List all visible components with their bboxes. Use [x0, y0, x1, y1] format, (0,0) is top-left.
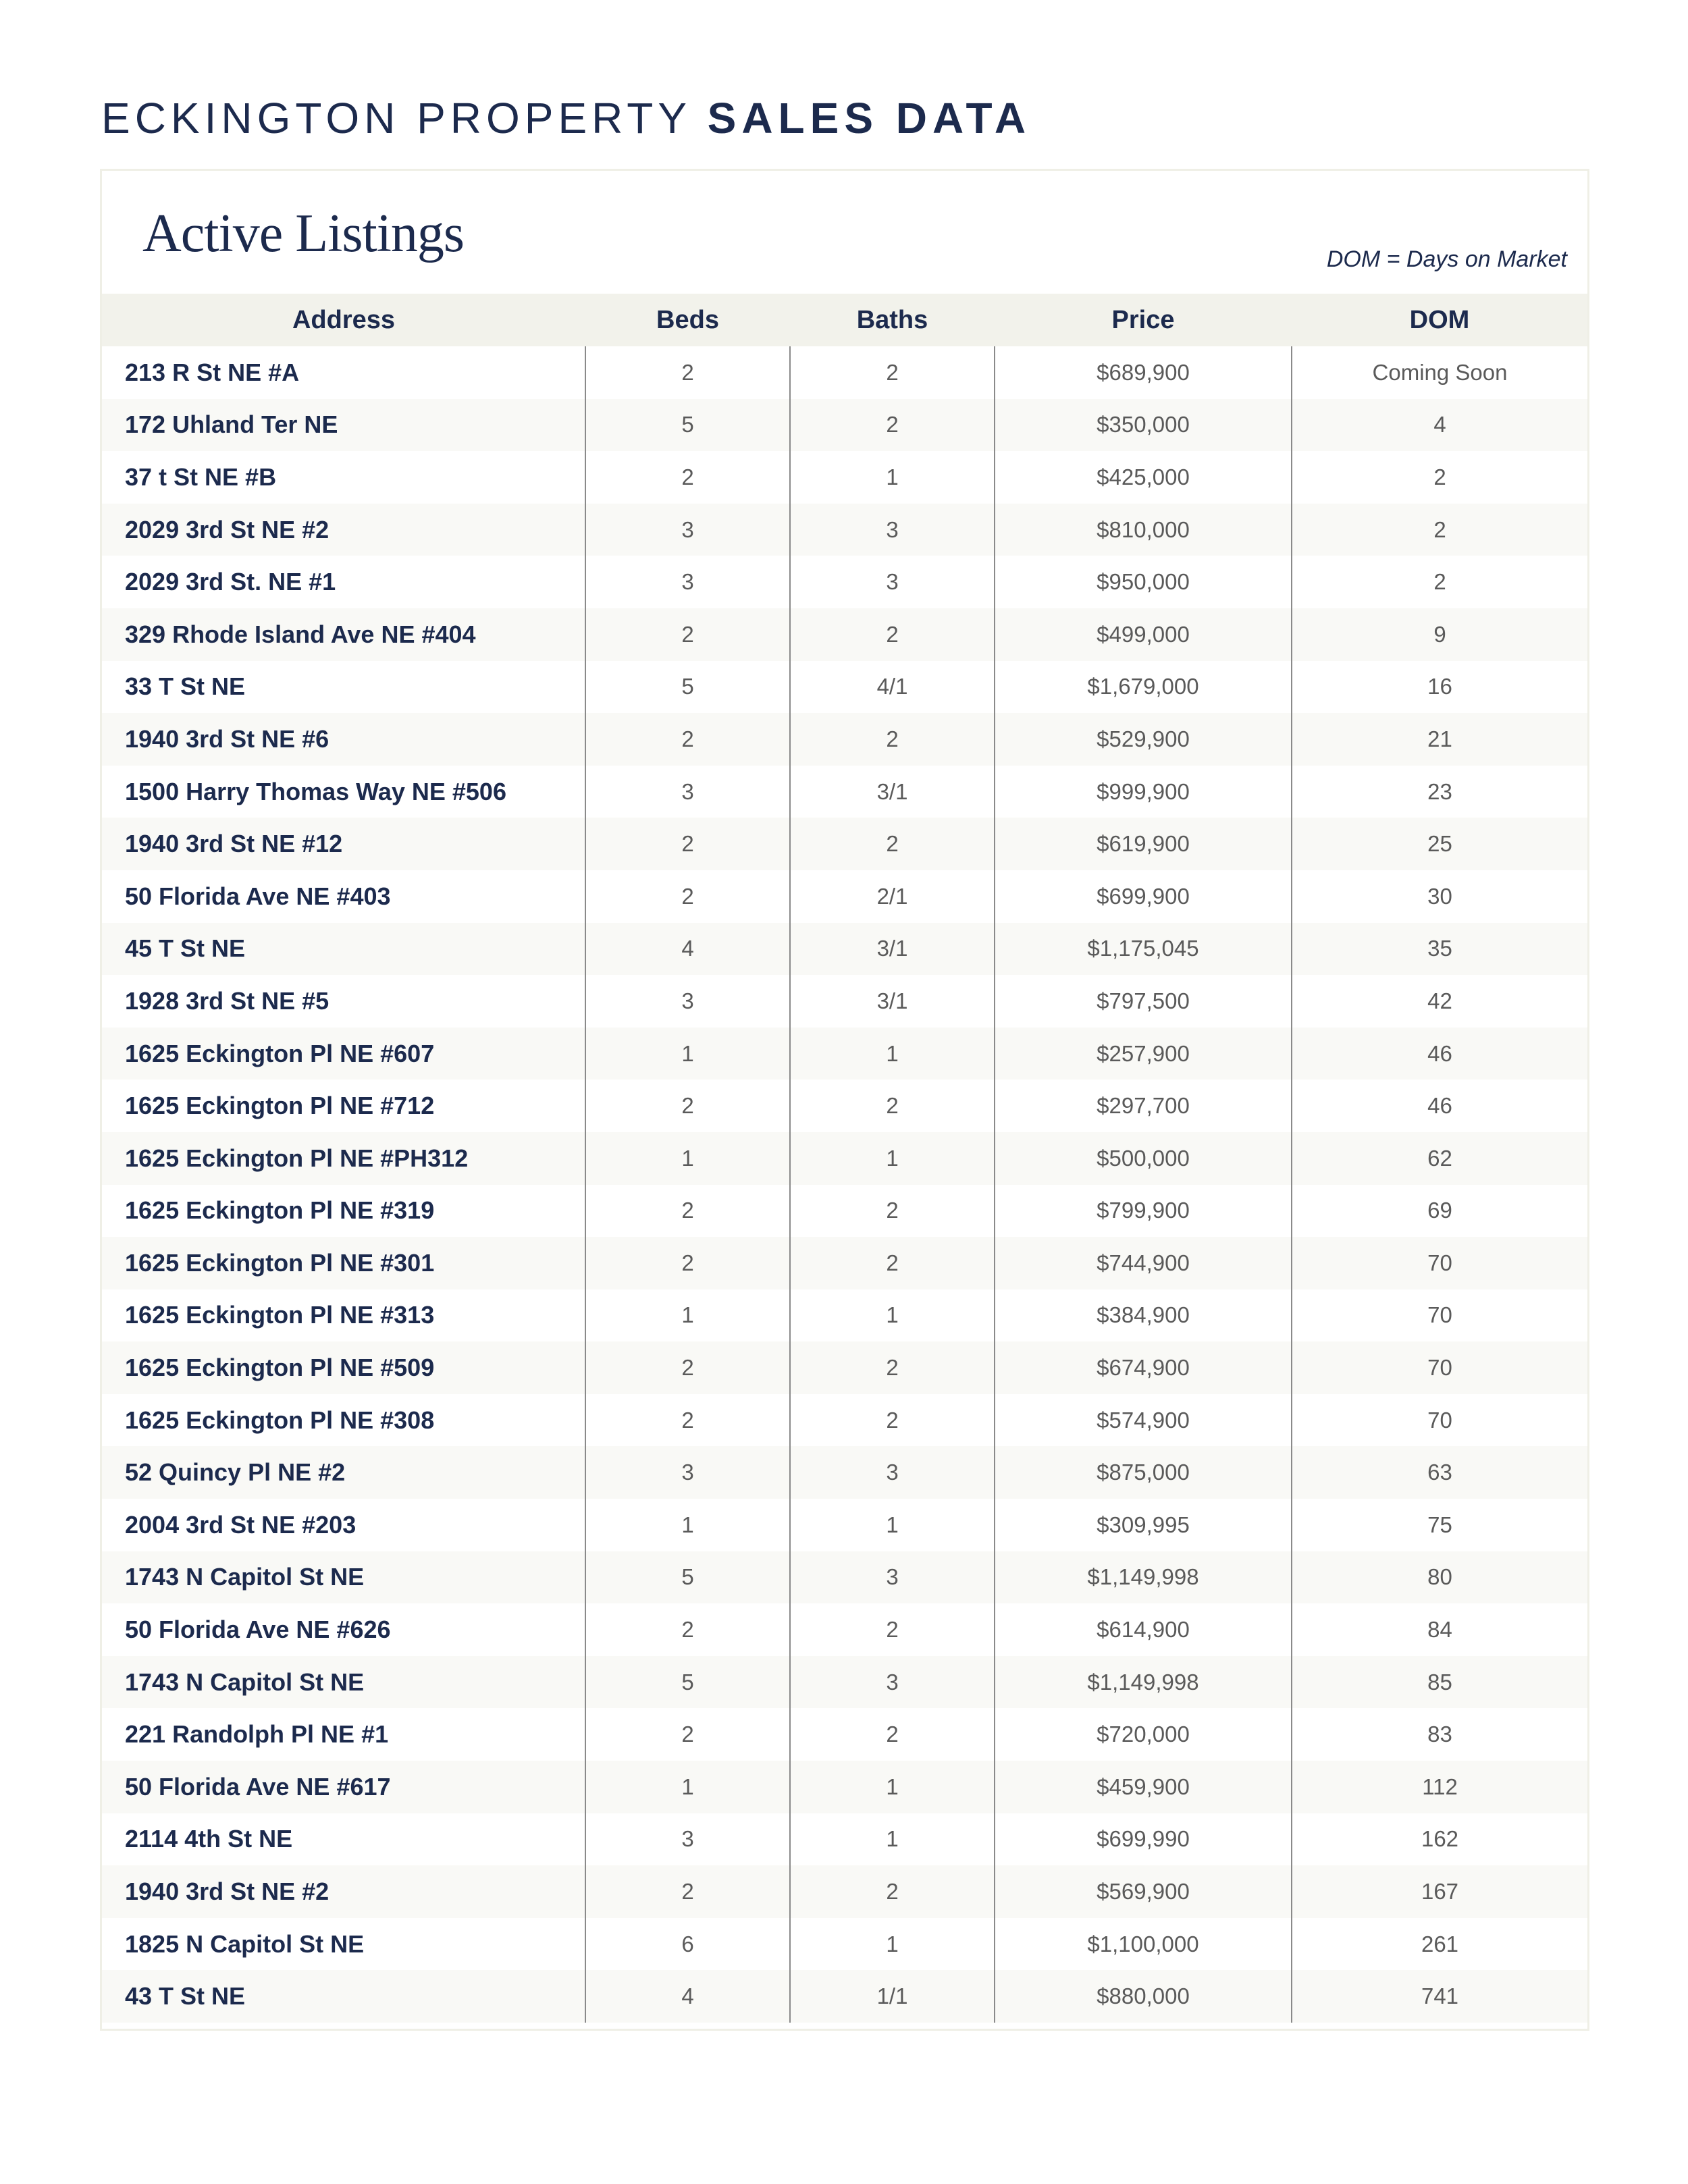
table-row: [102, 1341, 1587, 1394]
table-row: [102, 923, 1587, 976]
table-row: [102, 818, 1587, 870]
cell-dom: 741: [1292, 1970, 1587, 2023]
cell-address: 1940 3rd St NE #12: [102, 818, 585, 870]
table-row: [102, 1865, 1587, 1918]
cell-address: 1940 3rd St NE #6: [102, 713, 585, 766]
cell-dom: 25: [1292, 818, 1587, 870]
cell-baths: 3: [790, 556, 995, 608]
table-row: [102, 1603, 1587, 1656]
cell-price: $999,900: [995, 766, 1292, 818]
cell-price: $689,900: [995, 346, 1292, 399]
cell-beds: 2: [585, 818, 790, 870]
cell-price: $297,700: [995, 1080, 1292, 1132]
cell-beds: 2: [585, 451, 790, 504]
cell-address: 1625 Eckington Pl NE #308: [125, 1406, 435, 1434]
cell-beds: 3: [585, 556, 790, 608]
table-row: [102, 766, 1587, 818]
cell-baths: 3: [790, 1446, 995, 1499]
header-row: [102, 294, 1587, 346]
cell-baths: 1: [790, 1289, 995, 1342]
table-row: [102, 661, 1587, 714]
cell-beds: 2: [585, 1341, 790, 1394]
cell-dom: 35: [1292, 923, 1587, 976]
cell-dom: 69: [1292, 1185, 1587, 1237]
cell-beds: 5: [585, 399, 790, 452]
table-row: [102, 1499, 1587, 1551]
cell-price: $500,000: [995, 1132, 1292, 1185]
cell-baths: 3/1: [790, 923, 995, 976]
header-baths: Baths: [790, 294, 995, 346]
cell-address: 52 Quincy Pl NE #2: [102, 1446, 585, 1499]
page-heading-light: ECKINGTON PROPERTY: [101, 94, 708, 142]
table-row: [102, 713, 1587, 766]
cell-beds: 2: [585, 713, 790, 766]
table-header: [102, 294, 1587, 346]
cell-price: $720,000: [995, 1708, 1292, 1761]
cell-address: 1625 Eckington Pl NE #712: [125, 1092, 435, 1120]
header-price: Price: [995, 294, 1292, 346]
cell-beds: 2: [585, 1237, 790, 1289]
table-row: [102, 1970, 1587, 2023]
header-address: Address: [102, 294, 585, 346]
table-row: [102, 1761, 1587, 1813]
table-row: [102, 1813, 1587, 1866]
cell-address: 1928 3rd St NE #5: [125, 986, 329, 1015]
cell-beds: 3: [585, 504, 790, 556]
cell-beds: 2: [585, 870, 790, 923]
cell-dom: 85: [1292, 1656, 1587, 1709]
cell-price: $950,000: [995, 556, 1292, 608]
cell-beds: 3: [585, 766, 790, 818]
table-row: [102, 1656, 1587, 1709]
cell-baths: 2: [790, 1394, 995, 1447]
cell-address: 33 T St NE: [125, 672, 246, 701]
cell-baths: 1: [790, 1028, 995, 1080]
cell-price: $459,900: [995, 1761, 1292, 1813]
cell-price: $384,900: [995, 1289, 1292, 1342]
cell-beds: 2: [585, 1080, 790, 1132]
cell-dom: 23: [1292, 766, 1587, 818]
table-row: [102, 1551, 1587, 1604]
cell-dom: 70: [1292, 1394, 1587, 1447]
cell-baths: 2: [790, 1185, 995, 1237]
cell-beds: 3: [585, 1446, 790, 1499]
page-heading: [101, 93, 1031, 143]
cell-baths: 2: [790, 608, 995, 661]
cell-address: 50 Florida Ave NE #403: [125, 882, 391, 910]
cell-address: 2029 3rd St. NE #1: [125, 568, 336, 596]
table-row: [102, 1394, 1587, 1447]
listings-table: [102, 294, 1587, 2023]
cell-baths: 1: [790, 1813, 995, 1866]
cell-dom: 112: [1292, 1761, 1587, 1813]
cell-price: $1,149,998: [995, 1656, 1292, 1709]
cell-dom: 80: [1292, 1551, 1587, 1604]
cell-address: 1743 N Capitol St NE: [102, 1551, 585, 1604]
cell-price: $529,900: [995, 713, 1292, 766]
cell-address: 45 T St NE: [102, 923, 585, 976]
cell-address: 1500 Harry Thomas Way NE #506: [125, 777, 506, 805]
cell-price: $574,900: [995, 1394, 1292, 1447]
cell-dom: 16: [1292, 661, 1587, 714]
table-row: [102, 1918, 1587, 1971]
cell-beds: 1: [585, 1761, 790, 1813]
card-title: Active Listings: [142, 204, 465, 263]
cell-beds: 2: [585, 1603, 790, 1656]
cell-baths: 2/1: [790, 870, 995, 923]
cell-baths: 3/1: [790, 766, 995, 818]
header-beds: Beds: [585, 294, 790, 346]
cell-baths: 3/1: [790, 975, 995, 1028]
cell-baths: 1: [790, 1918, 995, 1971]
cell-dom: 63: [1292, 1446, 1587, 1499]
cell-dom: 162: [1292, 1813, 1587, 1866]
cell-address: 213 R St NE #A: [125, 358, 300, 386]
cell-price: $1,175,045: [995, 923, 1292, 976]
cell-address: 1625 Eckington Pl NE #509: [102, 1341, 585, 1394]
table-row: [102, 1132, 1587, 1185]
cell-address: 43 T St NE: [102, 1970, 585, 2023]
cell-price: $699,900: [995, 870, 1292, 923]
cell-beds: 2: [585, 608, 790, 661]
cell-address: 221 Randolph Pl NE #1: [125, 1720, 389, 1749]
cell-dom: 2: [1292, 451, 1587, 504]
cell-price: $1,679,000: [995, 661, 1292, 714]
cell-baths: 1: [790, 1499, 995, 1551]
cell-dom: 62: [1292, 1132, 1587, 1185]
table-row: [102, 451, 1587, 504]
cell-baths: 2: [790, 1341, 995, 1394]
cell-baths: 1: [790, 1132, 995, 1185]
cell-baths: 3: [790, 1551, 995, 1604]
table-row: [102, 346, 1587, 399]
cell-address: 2029 3rd St NE #2: [102, 504, 585, 556]
cell-dom: 30: [1292, 870, 1587, 923]
active-listings-card: [100, 169, 1589, 2031]
cell-price: $499,000: [995, 608, 1292, 661]
cell-address: 1825 N Capitol St NE: [125, 1929, 365, 1958]
page-heading-bold: SALES DATA: [707, 94, 1032, 142]
cell-dom: 70: [1292, 1341, 1587, 1394]
cell-dom: 9: [1292, 608, 1587, 661]
cell-address: 1625 Eckington Pl NE #PH312: [102, 1132, 585, 1185]
table-row: [102, 399, 1587, 452]
cell-address: 1625 Eckington Pl NE #319: [125, 1196, 435, 1225]
cell-dom: 2: [1292, 556, 1587, 608]
cell-beds: 1: [585, 1132, 790, 1185]
table-row: [102, 975, 1587, 1028]
cell-price: $1,149,998: [995, 1551, 1292, 1604]
cell-beds: 4: [585, 1970, 790, 2023]
cell-price: $699,990: [995, 1813, 1292, 1866]
cell-baths: 2: [790, 1237, 995, 1289]
cell-price: $1,100,000: [995, 1918, 1292, 1971]
cell-price: $569,900: [995, 1865, 1292, 1918]
cell-dom: 167: [1292, 1865, 1587, 1918]
table-row: [102, 1237, 1587, 1289]
cell-address: 50 Florida Ave NE #626: [125, 1616, 391, 1644]
table-row: [102, 1289, 1587, 1342]
cell-beds: 5: [585, 1551, 790, 1604]
cell-dom: 70: [1292, 1237, 1587, 1289]
cell-address: 2114 4th St NE: [125, 1825, 293, 1853]
cell-price: $875,000: [995, 1446, 1292, 1499]
cell-price: $797,500: [995, 975, 1292, 1028]
cell-address: 1625 Eckington Pl NE #301: [102, 1237, 585, 1289]
table-row: [102, 1708, 1587, 1761]
table-row: [102, 1080, 1587, 1132]
cell-beds: 3: [585, 1813, 790, 1866]
cell-address: 172 Uhland Ter NE: [102, 399, 585, 452]
table-row: [102, 1185, 1587, 1237]
cell-address: 2004 3rd St NE #203: [125, 1510, 357, 1539]
cell-beds: 4: [585, 923, 790, 976]
cell-price: $880,000: [995, 1970, 1292, 2023]
cell-dom: 46: [1292, 1080, 1587, 1132]
table-row: [102, 556, 1587, 608]
cell-dom: 4: [1292, 399, 1587, 452]
cell-baths: 2: [790, 1708, 995, 1761]
cell-price: $619,900: [995, 818, 1292, 870]
cell-price: $614,900: [995, 1603, 1292, 1656]
cell-dom: Coming Soon: [1292, 346, 1587, 399]
table-body: [102, 346, 1587, 2023]
cell-baths: 2: [790, 1865, 995, 1918]
cell-dom: 84: [1292, 1603, 1587, 1656]
cell-price: $257,900: [995, 1028, 1292, 1080]
header-dom: DOM: [1292, 294, 1587, 346]
cell-beds: 2: [585, 1865, 790, 1918]
cell-dom: 2: [1292, 504, 1587, 556]
cell-beds: 2: [585, 1394, 790, 1447]
cell-baths: 2: [790, 399, 995, 452]
cell-baths: 2: [790, 346, 995, 399]
cell-address: 1625 Eckington Pl NE #313: [125, 1301, 435, 1329]
table-row: [102, 504, 1587, 556]
cell-beds: 1: [585, 1289, 790, 1342]
cell-price: $744,900: [995, 1237, 1292, 1289]
cell-address: 1940 3rd St NE #2: [102, 1865, 585, 1918]
cell-price: $799,900: [995, 1185, 1292, 1237]
cell-dom: 46: [1292, 1028, 1587, 1080]
cell-beds: 1: [585, 1028, 790, 1080]
cell-price: $309,995: [995, 1499, 1292, 1551]
cell-beds: 5: [585, 661, 790, 714]
cell-address: 329 Rhode Island Ave NE #404: [102, 608, 585, 661]
cell-beds: 2: [585, 1185, 790, 1237]
table-row: [102, 1028, 1587, 1080]
table-row: [102, 608, 1587, 661]
cell-dom: 75: [1292, 1499, 1587, 1551]
cell-price: $810,000: [995, 504, 1292, 556]
cell-address: 50 Florida Ave NE #617: [102, 1761, 585, 1813]
cell-price: $350,000: [995, 399, 1292, 452]
cell-baths: 1: [790, 451, 995, 504]
cell-price: $674,900: [995, 1341, 1292, 1394]
cell-address: 1743 N Capitol St NE: [102, 1656, 585, 1709]
cell-baths: 1: [790, 1761, 995, 1813]
cell-baths: 2: [790, 818, 995, 870]
cell-beds: 2: [585, 1708, 790, 1761]
dom-legend: DOM = Days on Market: [1326, 246, 1567, 272]
cell-baths: 3: [790, 1656, 995, 1709]
cell-address: 1625 Eckington Pl NE #607: [102, 1028, 585, 1080]
cell-baths: 3: [790, 504, 995, 556]
cell-baths: 2: [790, 713, 995, 766]
cell-beds: 3: [585, 975, 790, 1028]
cell-beds: 6: [585, 1918, 790, 1971]
cell-dom: 70: [1292, 1289, 1587, 1342]
table-row: [102, 870, 1587, 923]
cell-beds: 1: [585, 1499, 790, 1551]
cell-baths: 2: [790, 1080, 995, 1132]
cell-price: $425,000: [995, 451, 1292, 504]
table-row: [102, 1446, 1587, 1499]
cell-baths: 4/1: [790, 661, 995, 714]
cell-address: 37 t St NE #B: [125, 462, 277, 491]
cell-dom: 83: [1292, 1708, 1587, 1761]
cell-dom: 261: [1292, 1918, 1587, 1971]
cell-beds: 5: [585, 1656, 790, 1709]
cell-dom: 42: [1292, 975, 1587, 1028]
cell-beds: 2: [585, 346, 790, 399]
cell-dom: 21: [1292, 713, 1587, 766]
cell-baths: 2: [790, 1603, 995, 1656]
cell-baths: 1/1: [790, 1970, 995, 2023]
